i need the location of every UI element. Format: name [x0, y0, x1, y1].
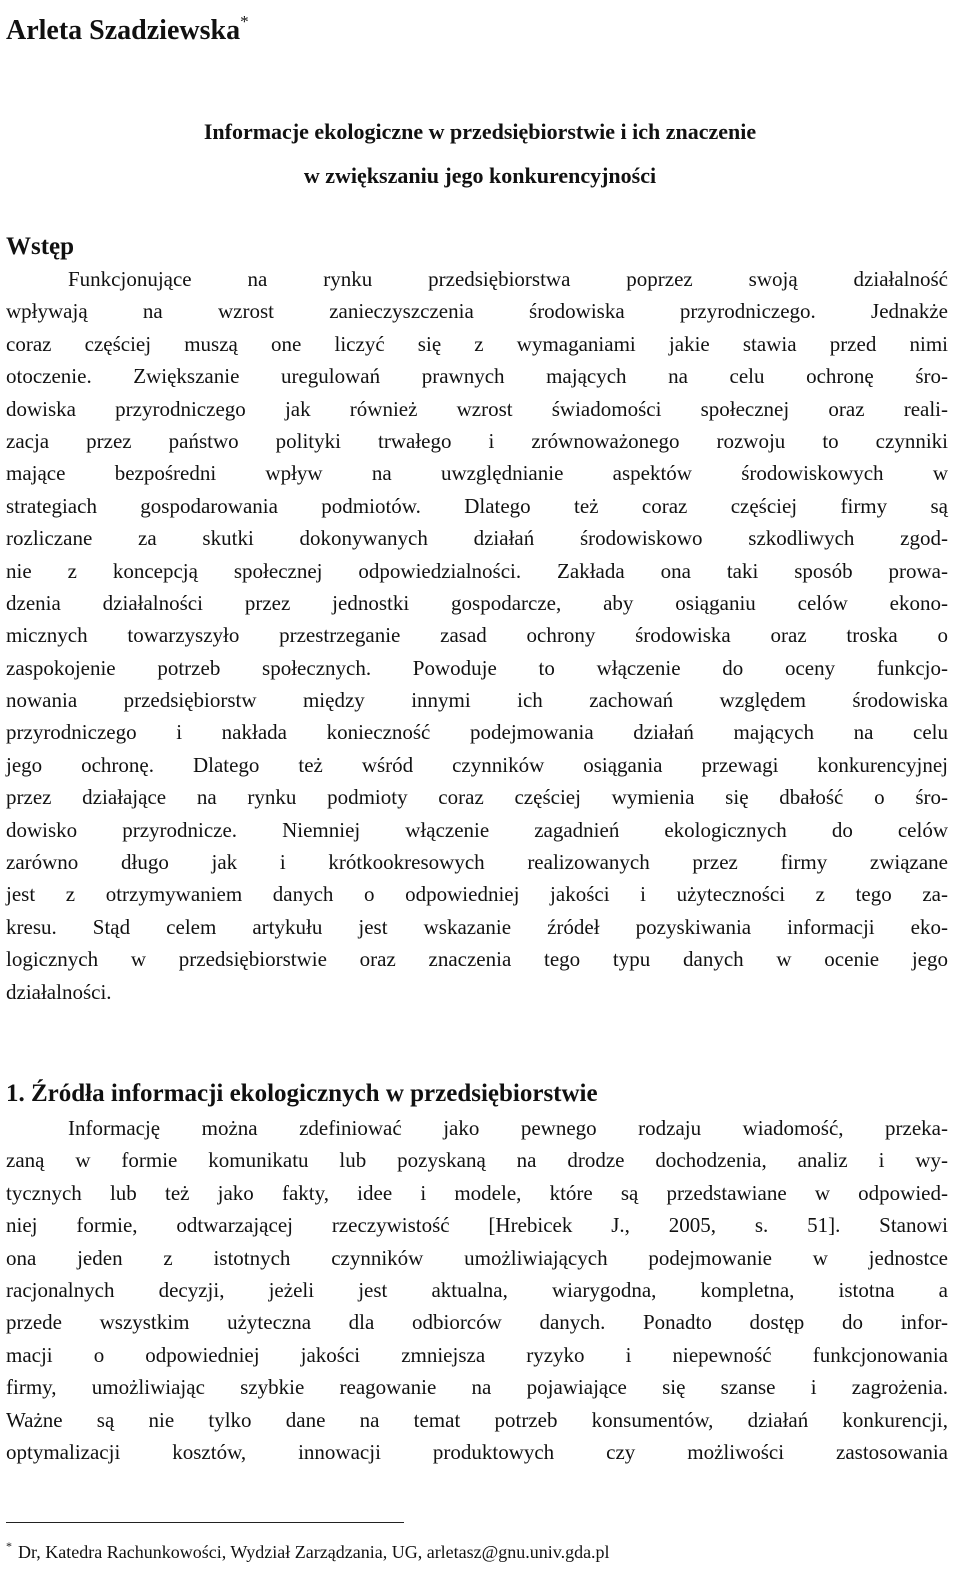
paragraph-line: firmy, umożliwiając szybkie reagowanie na pojawiające się szanse i zagrożenia.: [6, 1375, 948, 1400]
paragraph-line: zarówno długo jak i krótkookresowych realizowanych przez firmy związane: [6, 850, 948, 875]
paragraph-line: Funkcjonujące na rynku przedsiębiorstwa poprzez swoją działalność: [68, 267, 948, 291]
paragraph-line: macji o odpowiedniej jakości zmniejsza ryzyko i niepewność funkcjonowania: [6, 1342, 948, 1367]
footnote-divider: [6, 1522, 404, 1523]
paragraph-line: Informację można zdefiniować jako pewnego rodzaju wiadomość, przeka-: [68, 1116, 948, 1140]
paragraph-line: wpływają na wzrost zanieczyszczenia środowiska przyrodniczego. Jednakże: [6, 299, 948, 324]
paragraph-line: zacja przez państwo polityki trwałego i zrównoważonego rozwoju to czynniki: [6, 428, 948, 453]
author-name: [6, 0, 249, 53]
paragraph-line: kresu. Stąd celem artykułu jest wskazanie źródeł pozyskiwania informacji eko-: [6, 914, 948, 939]
paragraph-line: przez działające na rynku podmioty coraz częściej wymienia się dbałość o śro-: [6, 785, 948, 810]
paragraph-line: logicznych w przedsiębiorstwie oraz znaczenia tego typu danych w ocenie jego: [6, 947, 948, 972]
paragraph-line: mające bezpośredni wpływ na uwzględnianie aspektów środowiskowych w: [6, 461, 948, 486]
paragraph-line: otoczenie. Zwiększanie uregulowań prawnych mających na celu ochronę śro-: [6, 364, 948, 389]
paragraph-line: dowiska przyrodniczego jak również wzrost świadomości społecznej oraz reali-: [6, 396, 948, 421]
paragraph-line: optymalizacji kosztów, innowacji produktowych czy możliwości zastosowania: [6, 1439, 948, 1464]
author-footnote-marker: *: [240, 12, 249, 31]
paragraph-line: tycznych lub też jako fakty, idee i modele, które są przedstawiane w odpowied-: [6, 1180, 948, 1205]
footnote-marker: *: [6, 1539, 12, 1553]
section-heading: 1. Źródła informacji ekologicznych w przedsiębiorstwie: [6, 1080, 598, 1107]
paragraph-line: zaną w formie komunikatu lub pozyskaną na drodze dochodzenia, analiz i wy-: [6, 1148, 948, 1173]
paragraph-line: niej formie, odtwarzającej rzeczywistość [Hrebicek J., 2005, s. 51]. Stanowi: [6, 1213, 948, 1238]
author-name-text: Arleta Szadziewska: [6, 15, 241, 46]
paragraph-line: racjonalnych decyzji, jeżeli jest aktualna, wiarygodna, kompletna, istotna a: [6, 1277, 948, 1302]
paragraph-line: Ważne są nie tylko dane na temat potrzeb konsumentów, działań konkurencji,: [6, 1407, 948, 1432]
paragraph-line: nie z koncepcją społecznej odpowiedzialności. Zakłada ona taki sposób prowa-: [6, 558, 948, 583]
paragraph-line: dowisko przyrodnicze. Niemniej włączenie zagadnień ekologicznych do celów: [6, 817, 948, 842]
paragraph-line: coraz częściej muszą one liczyć się z wymaganiami jakie stawia przed nimi: [6, 331, 948, 356]
paragraph-line: przede wszystkim użyteczna dla odbiorców danych. Ponadto dostęp do infor-: [6, 1310, 948, 1335]
intro-paragraph: [6, 263, 948, 1008]
paragraph-line: micznych towarzyszyło przestrzeganie zasad ochrony środowiska oraz troska o: [6, 623, 948, 648]
paragraph-line: działalności.: [6, 979, 112, 1004]
footnote: [6, 1532, 610, 1566]
paragraph-line: zaspokojenie potrzeb społecznych. Powoduje to włączenie do oceny funkcjo-: [6, 655, 948, 680]
article-title: [0, 110, 960, 198]
intro-heading: Wstęp: [6, 233, 75, 260]
paragraph-line: przyrodniczego i nakłada konieczność podejmowania działań mających na celu: [6, 720, 948, 745]
paragraph-line: strategiach gospodarowania podmiotów. Dlatego też coraz częściej firmy są: [6, 493, 948, 518]
paragraph-line: dzenia działalności przez jednostki gospodarcze, aby osiąganiu celów ekono-: [6, 590, 948, 615]
title-line: Informacje ekologiczne w przedsiębiorstwie i ich znaczenie: [203, 119, 757, 144]
paragraph-line: nowania przedsiębiorstw między innymi ich zachowań względem środowiska: [6, 688, 948, 713]
title-line: w zwiększaniu jego konkurencyjności: [303, 163, 657, 188]
footnote-text: Dr, Katedra Rachunkowości, Wydział Zarządzania, UG, arletasz@gnu.univ.gda.pl: [18, 1542, 610, 1562]
paragraph-line: jego ochronę. Dlatego też wśród czynników osiągania przewagi konkurencyjnej: [6, 752, 948, 777]
paragraph-line: jest z otrzymywaniem danych o odpowiedniej jakości i użyteczności z tego za-: [6, 882, 948, 907]
paragraph-line: ona jeden z istotnych czynników umożliwiających podejmowanie w jednostce: [6, 1245, 948, 1270]
paragraph-line: rozliczane za skutki dokonywanych działań środowiskowo szkodliwych zgod-: [6, 526, 948, 551]
section-paragraph: [6, 1112, 948, 1468]
